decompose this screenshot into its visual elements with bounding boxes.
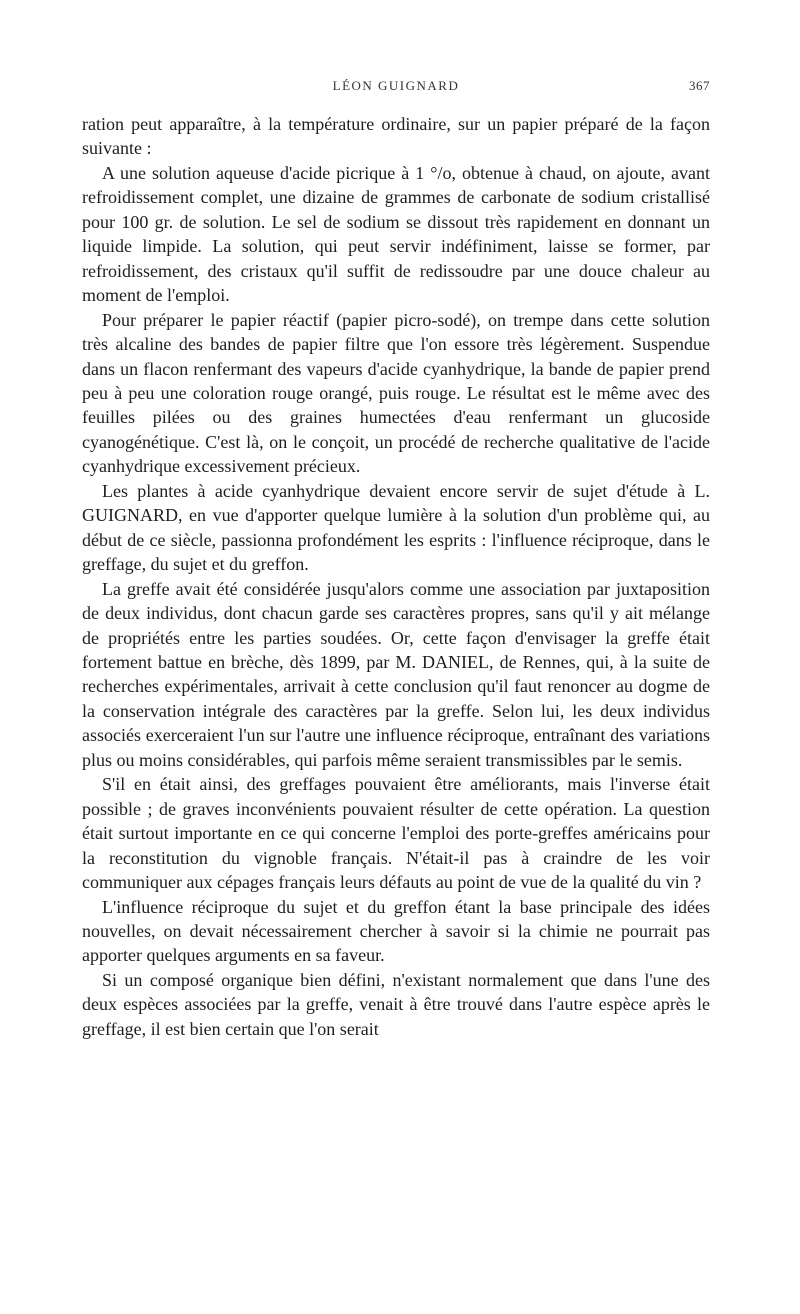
paragraph: S'il en était ainsi, des greffages pouvaient être améliorants, mais l'inverse était possible ; de graves inconvénients pouvaient résulter de cette opération. La question était surtout importante en ce qui concerne l'emploi des porte-greffes américains pour la reconstitution du vignoble français. N'était-il pas à craindre de les voir communiquer aux cépages français leurs défauts au point de vue de la qualité du vin ?	[82, 774, 710, 893]
page-header	[82, 78, 710, 100]
paragraph: L'influence réciproque du sujet et du greffon étant la base principale des idées nouvelles, on devait nécessairement chercher à savoir si la chimie ne pourrait pas apporter quelques arguments en sa faveur.	[82, 896, 710, 966]
body-text	[82, 112, 710, 1041]
paragraph: A une solution aqueuse d'acide picrique à 1 °/o, obtenue à chaud, on ajoute, avant refroidissement complet, une dizaine de grammes de carbonate de sodium cristallisé pour 100 gr. de solution. Le sel de sodium se dissout très rapidement en donnant un liquide limpide. La solution, qui peut servir indéfiniment, laisse se former, par refroidissement, des cristaux qu'il suffit de redissoudre par une douce chaleur au moment de l'emploi.	[82, 162, 710, 306]
paragraph: Pour préparer le papier réactif (papier picro-sodé), on trempe dans cette solution très alcaline des bandes de papier filtre que l'on essore très légèrement. Suspendue dans un flacon renfermant des vapeurs d'acide cyanhydrique, la bande de papier prend peu à peu une coloration rouge orangé, puis rouge. Le résultat est le même avec des feuilles pilées ou des graines humectées d'eau renfermant un glucoside cyanogénétique. C'est là, on le conçoit, un procédé de recherche qualitative de l'acide cyanhydrique excessivement précieux.	[82, 309, 710, 477]
paragraph: Les plantes à acide cyanhydrique devaient encore servir de sujet d'étude à L. GUIGNARD, en vue d'apporter quelque lumière à la solution d'un problème qui, au début de ce siècle, passionna profondément les esprits : l'influence réciproque, dans le greffage, du sujet et du greffon.	[82, 480, 710, 575]
page-number: 367	[689, 78, 710, 93]
document-page	[82, 78, 710, 1041]
paragraph: Si un composé organique bien défini, n'existant normalement que dans l'une des deux espèces associées par la greffe, venait à être trouvé dans l'autre espèce après le greffage, il est bien certain que l'on serait	[82, 969, 710, 1039]
running-title: LÉON GUIGNARD	[332, 78, 460, 93]
paragraph-continuation: ration peut apparaître, à la température ordinaire, sur un papier préparé de la façon suivante :	[82, 114, 710, 159]
paragraph: La greffe avait été considérée jusqu'alors comme une association par juxtaposition de deux individus, dont chacun garde ses caractères propres, sans qu'il y ait mélange de propriétés entre les parties soudées. Or, cette façon d'envisager la greffe était fortement battue en brèche, dès 1899, par M. DANIEL, de Rennes, qui, à la suite de recherches expérimentales, arrivait à cette conclusion qu'il faut renoncer au dogme de la conservation intégrale des caractères par la greffe. Selon lui, les deux individus associés exerceraient l'un sur l'autre une influence réciproque, entraînant des variations plus ou moins considérables, qui parfois même seraient transmissibles par le semis.	[82, 578, 710, 770]
